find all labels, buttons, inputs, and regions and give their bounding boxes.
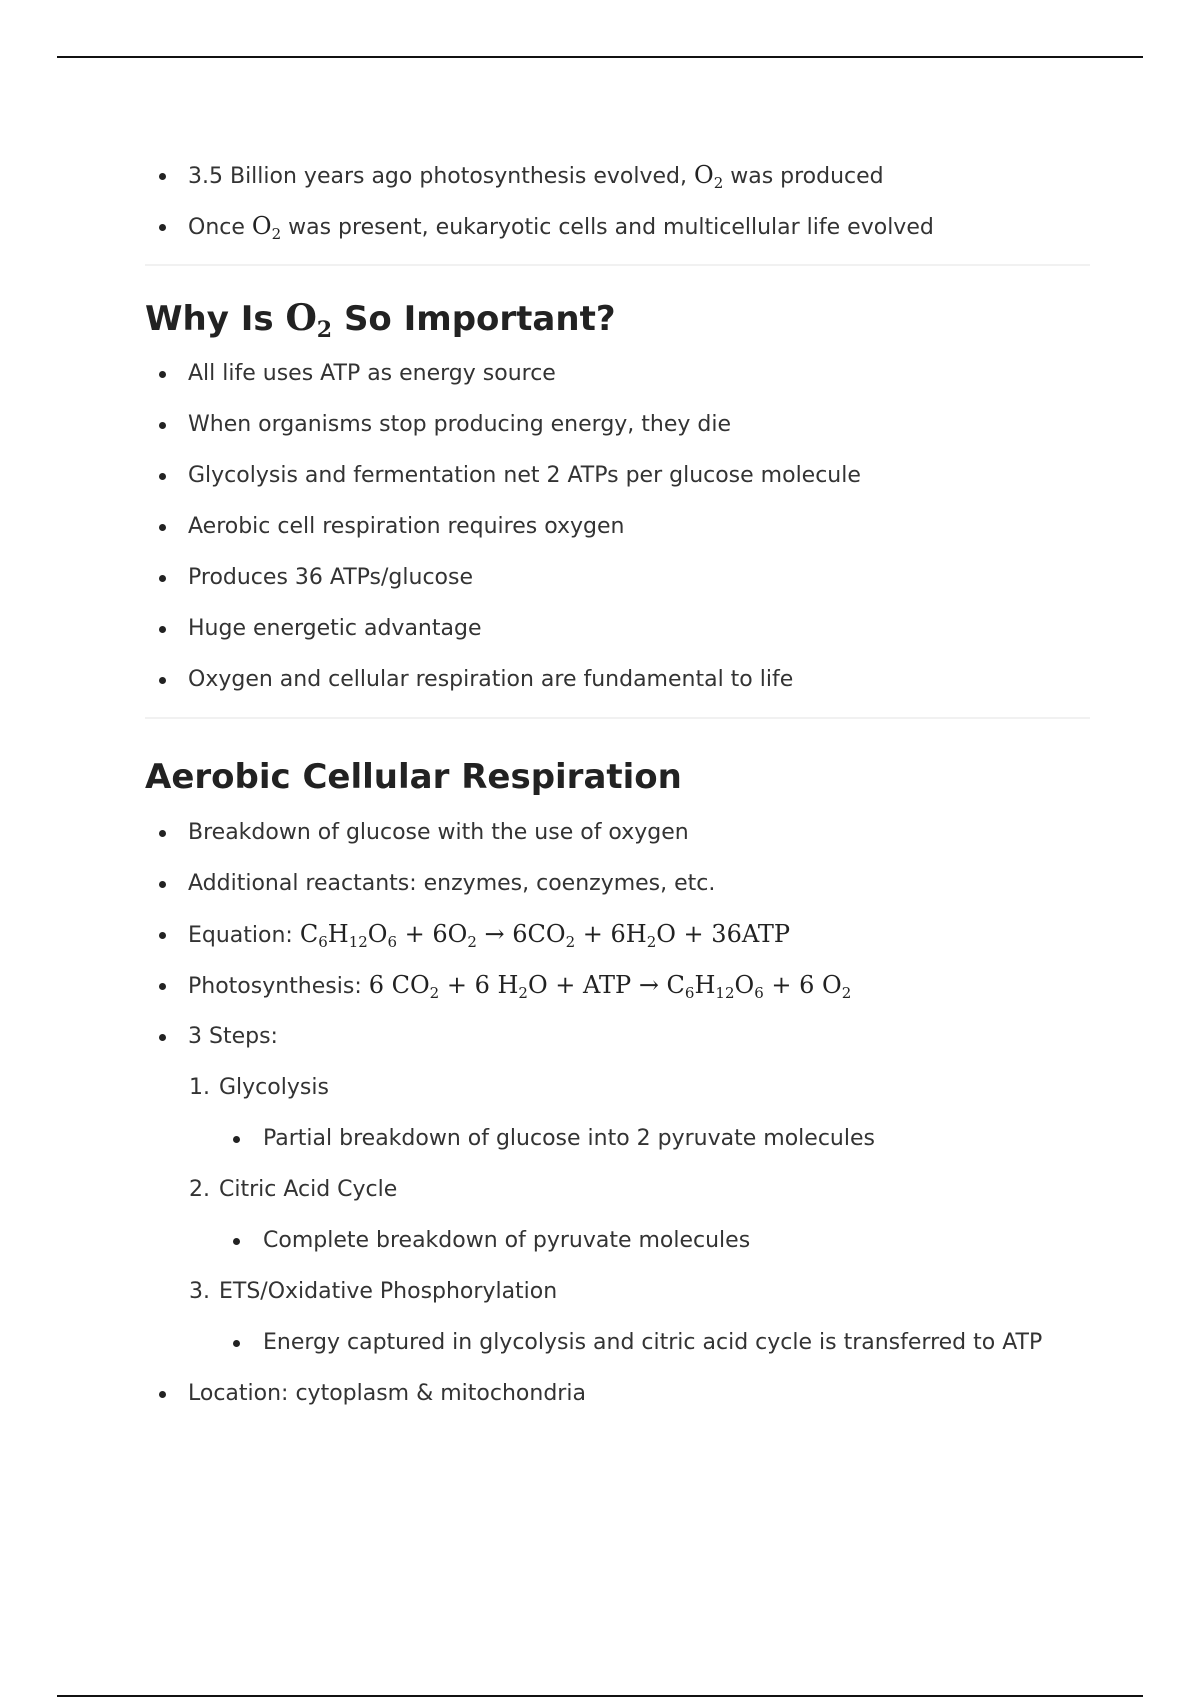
formula-subscript: 2	[518, 984, 528, 1002]
formula-subscript: 2	[841, 984, 852, 1002]
photosynthesis-label: Photosynthesis:	[188, 974, 369, 999]
equation-label: Equation:	[188, 923, 300, 948]
formula-subscript: 6	[318, 933, 328, 951]
list-item: When organisms stop producing energy, they die	[145, 399, 1090, 450]
step-detail: Energy captured in glycolysis and citric acid cycle is transferred to ATP	[233, 1317, 1090, 1368]
heading-text: So Important?	[332, 299, 616, 339]
formula-subscript: 6	[387, 933, 398, 951]
list-item	[145, 201, 1090, 252]
bottom-rule	[57, 1695, 1143, 1697]
formula-text: → 6CO	[476, 920, 566, 948]
list-item: Glycolysis and fermentation net 2 ATPs per glucose molecule	[145, 450, 1090, 501]
steps-label: 3 Steps:	[145, 1011, 1090, 1062]
formula-text: O	[734, 971, 755, 999]
step-item	[189, 1164, 1090, 1266]
step-number: 1.	[189, 1075, 210, 1100]
list-item: Produces 36 ATPs/glucose	[145, 552, 1090, 603]
step-detail: Complete breakdown of pyruvate molecules	[233, 1215, 1090, 1266]
formula-subscript: 6	[684, 984, 695, 1002]
formula-text: H	[327, 920, 349, 948]
step-number: 2.	[189, 1177, 210, 1202]
list-item: Location: cytoplasm & mitochondria	[145, 1368, 1090, 1419]
math-base: O	[251, 212, 272, 240]
step-label: ETS/Oxidative Phosphorylation	[219, 1279, 558, 1304]
formula-subscript: 2	[467, 933, 477, 951]
formula-text: H	[694, 971, 716, 999]
formula-subscript: 2	[646, 933, 657, 951]
section-heading-aerobic: Aerobic Cellular Respiration	[145, 757, 682, 797]
list-item-text: was present, eukaryotic cells and multicellular life evolved	[281, 215, 934, 240]
list-item: Huge energetic advantage	[145, 603, 1090, 654]
math-base: O	[285, 297, 317, 339]
list-item-text: 3.5 Billion years ago photosynthesis evolved,	[188, 164, 694, 189]
formula-text: 6 CO	[368, 971, 430, 999]
list-item-text: was produced	[723, 164, 884, 189]
list-item-photosynthesis	[145, 960, 1090, 1011]
step-row	[189, 1164, 1090, 1215]
math-sub: 2	[316, 317, 333, 343]
section-heading-why-o2	[145, 288, 1090, 348]
heading-text: Why Is	[145, 299, 286, 339]
formula-subscript: 2	[565, 933, 576, 951]
step-label: Glycolysis	[219, 1075, 329, 1100]
why-list	[145, 348, 1090, 705]
intro-list	[145, 150, 1090, 252]
formula-text: + 6H	[575, 920, 647, 948]
list-item-equation	[145, 909, 1090, 960]
math-o2	[251, 212, 282, 243]
list-item: Oxygen and cellular respiration are fundamental to life	[145, 654, 1090, 705]
top-rule	[57, 56, 1143, 58]
formula-text: O + ATP → C	[527, 971, 685, 999]
step-detail: Partial breakdown of glucose into 2 pyruvate molecules	[233, 1113, 1090, 1164]
formula-subscript: 12	[715, 984, 735, 1002]
document-content	[145, 150, 1090, 1419]
formula-text: + 6 O	[763, 971, 842, 999]
step-item	[189, 1266, 1090, 1368]
formula-subscript: 2	[429, 984, 440, 1002]
list-item: Aerobic cell respiration requires oxygen	[145, 501, 1090, 552]
section-divider	[145, 717, 1090, 719]
formula-text: O	[367, 920, 388, 948]
step-detail-list	[189, 1113, 1090, 1164]
step-item	[189, 1062, 1090, 1164]
list-item: Breakdown of glucose with the use of oxygen	[145, 807, 1090, 858]
list-item: All life uses ATP as energy source	[145, 348, 1090, 399]
step-label: Citric Acid Cycle	[219, 1177, 398, 1202]
formula-subscript: 6	[754, 984, 764, 1002]
step-row	[189, 1266, 1090, 1317]
list-item	[145, 150, 1090, 201]
step-number: 3.	[189, 1279, 210, 1304]
formula-text: + 6 H	[439, 971, 519, 999]
math-sub: 2	[713, 174, 724, 192]
steps-list	[145, 1062, 1090, 1368]
math-o2	[694, 161, 724, 192]
step-row	[189, 1062, 1090, 1113]
section-divider	[145, 264, 1090, 266]
step-detail-list	[189, 1215, 1090, 1266]
aerobic-list	[145, 807, 1090, 1011]
math-base: O	[694, 161, 714, 189]
respiration-equation	[299, 920, 791, 951]
list-item: Additional reactants: enzymes, coenzymes, etc.	[145, 858, 1090, 909]
photosynthesis-equation	[368, 971, 852, 1002]
step-detail-list	[189, 1317, 1090, 1368]
list-item-text: Once	[188, 215, 252, 240]
steps-block	[145, 1011, 1090, 1368]
formula-text: O + 36ATP	[656, 920, 791, 948]
math-sub: 2	[271, 225, 282, 243]
location-list	[145, 1368, 1090, 1419]
math-o2	[285, 297, 333, 343]
formula-text: + 6O	[397, 920, 468, 948]
formula-text: C	[299, 920, 319, 948]
formula-subscript: 12	[348, 933, 368, 951]
